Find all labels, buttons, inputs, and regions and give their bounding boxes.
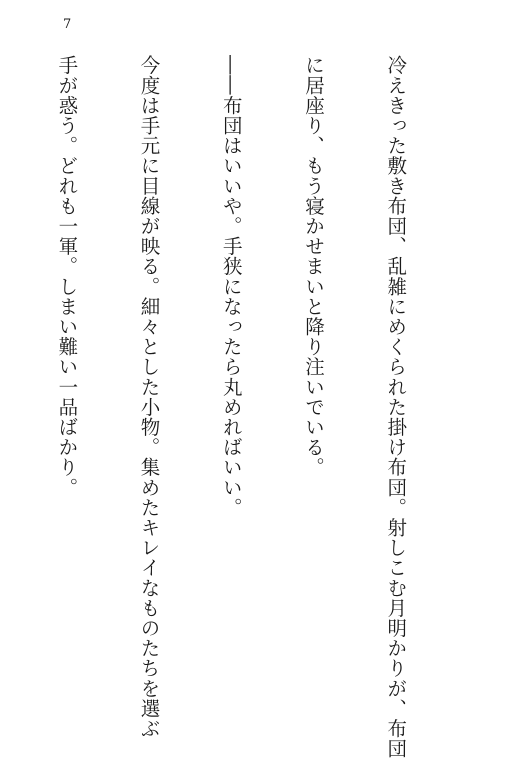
- text-line-3: ――布団はいいや。手狭になったら丸めればいい。: [219, 55, 243, 518]
- text-line-2: に居座り、もう寝かせまいと降り注いでいる。: [301, 55, 325, 478]
- text-line-5: 手が惑う。どれも一軍。しまい難い一品ばかり。: [55, 55, 79, 498]
- body-text: [0, 55, 464, 759]
- text-line-4: 今度は手元に目線が映る。細々とした小物。集めたキレイなものたちを選ぶ: [137, 55, 161, 739]
- text-line-1: 冷えきった敷き布団、乱雑にめくられた掛け布団。射しこむ月明かりが、布団: [384, 55, 408, 759]
- page-number: 7: [63, 17, 72, 32]
